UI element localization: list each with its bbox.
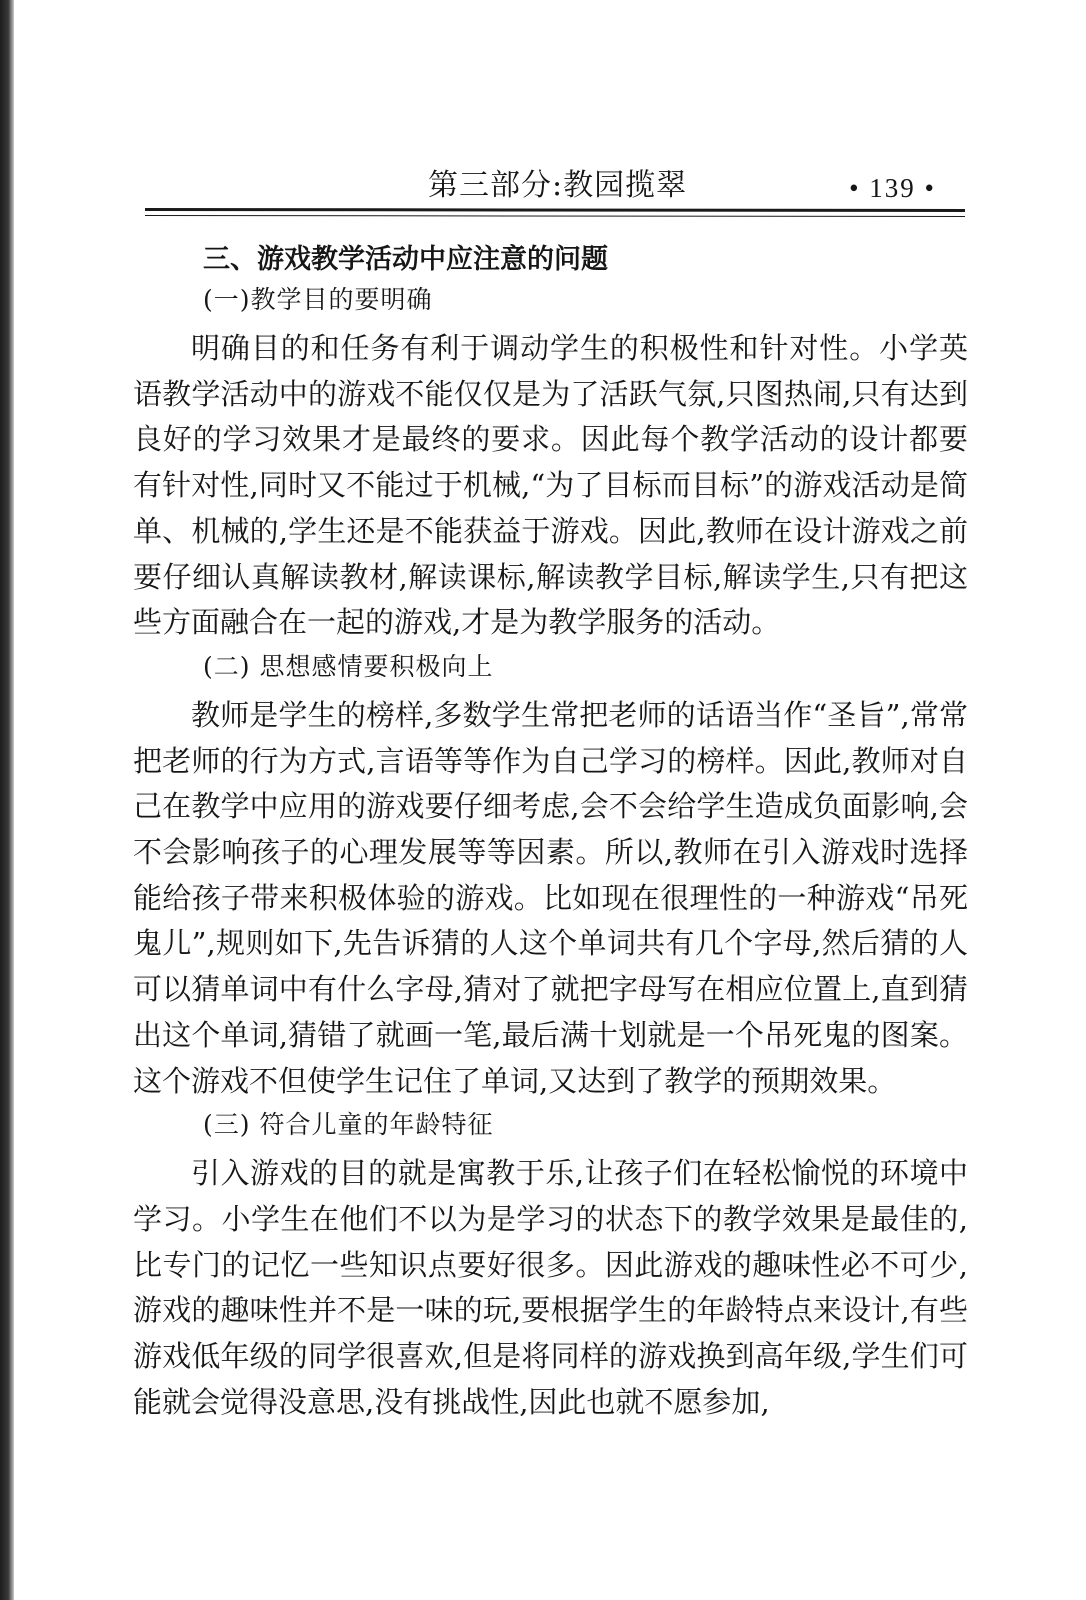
header-rule-thin <box>145 215 965 217</box>
scan-binding-edge <box>0 0 14 1600</box>
subheading-3: (三) 符合儿童的年龄特征 <box>203 1110 494 1140</box>
paragraph-3: 引入游戏的目的就是寓教于乐,让孩子们在轻松愉悦的环境中学习。小学生在他们不以为是学习的状态下的教学效果是最佳的,比专门的记忆一些知识点要好很多。因此游戏的趣味性必不可少,游戏的趣味性并不是一味的玩,要根据学生的年龄特点来设计,有些游戏低年级的同学很喜欢,但是将同样的游戏换到高年级,学生们可能就会觉得没意思,没有挑战性,因此也就不愿参加, <box>133 1156 968 1419</box>
header-rule-thick <box>145 208 965 212</box>
subheading-2: (二) 思想感情要积极向上 <box>203 651 494 681</box>
page-body <box>133 242 968 1428</box>
section-title: 三、游戏教学活动中应注意的问题 <box>203 244 608 275</box>
header-title: 第三部分:教园揽翠 <box>428 168 688 203</box>
paragraph-1: 明确目的和任务有利于调动学生的积极性和针对性。小学英语教学活动中的游戏不能仅仅是为了活跃气氛,只图热闹,只有达到良好的学习效果才是最终的要求。因此每个教学活动的设计都要有针对性,同时又不能过于机械,“为了目标而目标”的游戏活动是简单、机械的,学生还是不能获益于游戏。因此,教师在设计游戏之前要仔细认真解读教材,解读课标,解读教学目标,解读学生,只有把这些方面融合在一起的游戏,才是为教学服务的活动。 <box>133 331 968 640</box>
paragraph-2: 教师是学生的榜样,多数学生常把老师的话语当作“圣旨”,常常把老师的行为方式,言语等等作为自己学习的榜样。因此,教师对自己在教学中应用的游戏要仔细考虑,会不会给学生造成负面影响,会不会影响孩子的心理发展等等因素。所以,教师在引入游戏时选择能给孩子带来积极体验的游戏。比如现在很理性的一种游戏“吊死鬼儿”,规则如下,先告诉猜的人这个单词共有几个字母,然后猜的人可以猜单词中有什么字母,猜对了就把字母写在相应位置上,直到猜出这个单词,猜错了就画一笔,最后满十划就是一个吊死鬼的图案。这个游戏不但使学生记住了单词,又达到了教学的预期效果。 <box>133 697 968 1098</box>
page-number: • 139 • <box>849 173 936 203</box>
subheading-1: (一)教学目的要明确 <box>203 285 433 314</box>
running-header <box>145 168 960 208</box>
